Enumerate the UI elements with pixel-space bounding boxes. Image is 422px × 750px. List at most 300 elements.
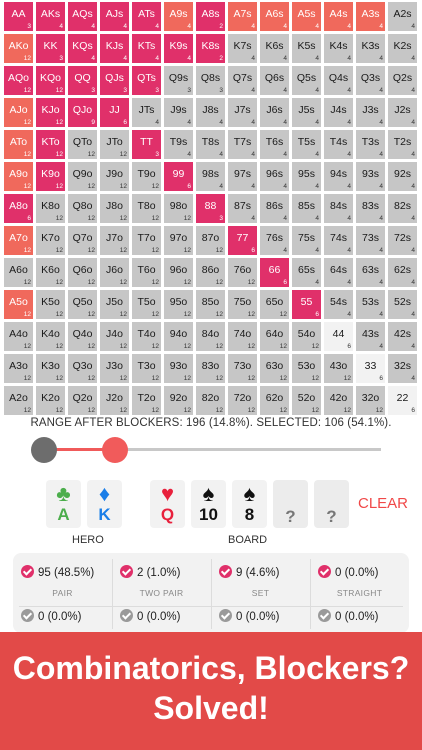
hand-combo-count: 6 bbox=[27, 215, 31, 222]
hand-cell[interactable] bbox=[228, 130, 257, 159]
hand-cell[interactable] bbox=[100, 98, 129, 127]
hand-cell[interactable] bbox=[388, 162, 417, 191]
hand-combo-count: 4 bbox=[155, 119, 159, 126]
hand-combo-count: 12 bbox=[151, 407, 159, 414]
hand-label: J2s bbox=[394, 104, 411, 116]
hand-cell[interactable] bbox=[164, 386, 193, 415]
hand-cell[interactable] bbox=[100, 194, 129, 223]
hand-cell[interactable] bbox=[100, 290, 129, 319]
hand-label: 92s bbox=[394, 168, 411, 180]
hand-label: 87o bbox=[201, 232, 220, 244]
hand-cell[interactable] bbox=[196, 98, 225, 127]
hand-cell[interactable] bbox=[132, 2, 161, 31]
hand-cell[interactable] bbox=[196, 34, 225, 63]
hand-cell[interactable] bbox=[100, 386, 129, 415]
hand-combo-count: 4 bbox=[219, 119, 223, 126]
hand-cell[interactable] bbox=[4, 162, 33, 191]
hand-cell[interactable] bbox=[100, 354, 129, 383]
hand-cell[interactable] bbox=[164, 2, 193, 31]
hand-cell[interactable] bbox=[260, 322, 289, 351]
hand-combo-count: 4 bbox=[315, 279, 319, 286]
hand-cell[interactable] bbox=[4, 98, 33, 127]
hand-label: 63s bbox=[362, 264, 379, 276]
hand-cell[interactable] bbox=[68, 386, 97, 415]
hand-combo-count: 4 bbox=[123, 23, 127, 30]
hand-cell[interactable] bbox=[260, 66, 289, 95]
hand-cell[interactable] bbox=[356, 130, 385, 159]
hand-cell[interactable] bbox=[324, 322, 353, 351]
hand-label: 64o bbox=[265, 328, 284, 340]
hand-cell[interactable] bbox=[324, 162, 353, 191]
hand-cell[interactable] bbox=[100, 130, 129, 159]
stat-pair[interactable] bbox=[13, 553, 112, 603]
hand-cell[interactable] bbox=[324, 354, 353, 383]
slider-min-handle[interactable] bbox=[31, 437, 57, 463]
hand-cell[interactable] bbox=[324, 194, 353, 223]
hand-combo-count: 12 bbox=[183, 279, 191, 286]
hand-combo-count: 3 bbox=[219, 87, 223, 94]
hand-label: Q2o bbox=[72, 392, 93, 404]
hand-range-grid bbox=[4, 2, 418, 414]
hand-combo-count: 12 bbox=[343, 375, 351, 382]
hand-combo-count: 6 bbox=[187, 183, 191, 190]
hand-combo-count: 12 bbox=[23, 343, 31, 350]
hand-cell[interactable] bbox=[292, 258, 321, 287]
hand-cell[interactable] bbox=[356, 162, 385, 191]
hand-cell[interactable] bbox=[228, 98, 257, 127]
hand-combo-count: 3 bbox=[155, 87, 159, 94]
hand-combo-count: 12 bbox=[215, 375, 223, 382]
promo-headline bbox=[0, 648, 422, 728]
hand-cell[interactable] bbox=[164, 354, 193, 383]
hand-cell[interactable] bbox=[36, 2, 65, 31]
hand-cell[interactable] bbox=[260, 2, 289, 31]
hand-cell[interactable] bbox=[4, 258, 33, 287]
hand-cell[interactable] bbox=[228, 66, 257, 95]
hand-combo-count: 12 bbox=[279, 311, 287, 318]
hand-cell[interactable] bbox=[132, 130, 161, 159]
hand-cell[interactable] bbox=[292, 162, 321, 191]
hand-cell[interactable] bbox=[228, 226, 257, 255]
hand-cell[interactable] bbox=[260, 258, 289, 287]
hand-combo-count: 3 bbox=[91, 87, 95, 94]
hand-cell[interactable] bbox=[68, 226, 97, 255]
hand-cell[interactable] bbox=[132, 162, 161, 191]
hand-combo-count: 12 bbox=[55, 311, 63, 318]
card-rank: 10 bbox=[199, 505, 218, 524]
check-icon[interactable] bbox=[318, 609, 331, 622]
hand-cell[interactable] bbox=[100, 322, 129, 351]
hand-cell[interactable] bbox=[164, 162, 193, 191]
hand-cell[interactable] bbox=[388, 66, 417, 95]
hand-label: T2o bbox=[137, 392, 156, 404]
hand-cell[interactable] bbox=[260, 194, 289, 223]
hand-cell[interactable] bbox=[132, 386, 161, 415]
hand-label: Q7o bbox=[72, 232, 93, 244]
hero-card[interactable] bbox=[46, 480, 81, 528]
hand-cell[interactable] bbox=[260, 354, 289, 383]
hand-cell[interactable] bbox=[36, 34, 65, 63]
hand-label: AQo bbox=[7, 72, 29, 84]
hand-combo-count: 4 bbox=[283, 23, 287, 30]
hand-cell[interactable] bbox=[36, 290, 65, 319]
hand-combo-count: 4 bbox=[251, 151, 255, 158]
hand-cell[interactable] bbox=[356, 322, 385, 351]
hand-cell[interactable] bbox=[100, 34, 129, 63]
hand-combo-count: 12 bbox=[87, 151, 95, 158]
hand-label: 92o bbox=[169, 392, 188, 404]
hand-label: A7s bbox=[233, 8, 252, 20]
hand-label: 44 bbox=[332, 328, 345, 340]
hand-label: T4s bbox=[329, 136, 348, 148]
hand-cell[interactable] bbox=[4, 354, 33, 383]
hand-label: 75o bbox=[233, 296, 252, 308]
hand-cell[interactable] bbox=[292, 194, 321, 223]
hand-combo-count: 12 bbox=[23, 183, 31, 190]
hand-cell[interactable] bbox=[68, 98, 97, 127]
hand-label: A4s bbox=[329, 8, 348, 20]
hand-label: 94o bbox=[169, 328, 188, 340]
hand-combo-count: 4 bbox=[411, 183, 415, 190]
hand-cell[interactable] bbox=[100, 258, 129, 287]
hand-cell[interactable] bbox=[36, 130, 65, 159]
hand-cell[interactable] bbox=[36, 386, 65, 415]
hand-label: K2o bbox=[41, 392, 60, 404]
hand-cell[interactable] bbox=[260, 98, 289, 127]
hand-cell[interactable] bbox=[164, 98, 193, 127]
hand-cell[interactable] bbox=[292, 322, 321, 351]
hand-cell[interactable] bbox=[36, 226, 65, 255]
hand-cell[interactable] bbox=[292, 66, 321, 95]
hand-cell[interactable] bbox=[164, 226, 193, 255]
hand-cell[interactable] bbox=[292, 34, 321, 63]
spade-icon: ♠ bbox=[202, 481, 215, 506]
hand-cell[interactable] bbox=[292, 130, 321, 159]
hand-cell[interactable] bbox=[196, 162, 225, 191]
hero-card[interactable] bbox=[87, 480, 122, 528]
hand-combo-count: 12 bbox=[55, 183, 63, 190]
stat-value bbox=[219, 565, 279, 579]
hand-combo-count: 12 bbox=[279, 343, 287, 350]
range-slider[interactable] bbox=[30, 437, 385, 463]
hand-label: 73o bbox=[233, 360, 252, 372]
hand-cell[interactable] bbox=[196, 354, 225, 383]
hand-combo-count: 12 bbox=[23, 279, 31, 286]
hand-combo-count: 3 bbox=[123, 87, 127, 94]
check-icon[interactable] bbox=[120, 609, 133, 622]
hand-cell[interactable] bbox=[36, 258, 65, 287]
hand-cell[interactable] bbox=[228, 34, 257, 63]
hand-cell[interactable] bbox=[324, 2, 353, 31]
hand-cell[interactable] bbox=[132, 66, 161, 95]
stat-set[interactable] bbox=[211, 553, 310, 603]
check-icon[interactable] bbox=[219, 565, 232, 578]
hand-combo-count: 4 bbox=[283, 215, 287, 222]
hand-cell[interactable] bbox=[356, 98, 385, 127]
hand-cell[interactable] bbox=[292, 386, 321, 415]
hand-cell[interactable] bbox=[356, 354, 385, 383]
board-card[interactable] bbox=[314, 480, 349, 528]
hand-cell[interactable] bbox=[260, 130, 289, 159]
hand-cell[interactable] bbox=[100, 66, 129, 95]
hand-stats-panel bbox=[13, 553, 409, 633]
hand-combo-count: 12 bbox=[247, 311, 255, 318]
hand-combo-count: 12 bbox=[279, 407, 287, 414]
hand-cell[interactable] bbox=[260, 34, 289, 63]
hand-label: J7s bbox=[234, 104, 251, 116]
hand-combo-count: 12 bbox=[215, 247, 223, 254]
hand-cell[interactable] bbox=[228, 290, 257, 319]
hand-cell[interactable] bbox=[388, 258, 417, 287]
hand-label: 93o bbox=[169, 360, 188, 372]
hand-combo-count: 4 bbox=[411, 343, 415, 350]
hand-label: 63o bbox=[265, 360, 284, 372]
hand-cell[interactable] bbox=[68, 34, 97, 63]
hand-cell[interactable] bbox=[388, 130, 417, 159]
hand-label: A3s bbox=[361, 8, 380, 20]
board-card[interactable] bbox=[232, 480, 267, 528]
hand-cell[interactable] bbox=[68, 66, 97, 95]
hand-cell[interactable] bbox=[260, 226, 289, 255]
hand-cell[interactable] bbox=[356, 386, 385, 415]
hand-cell[interactable] bbox=[388, 194, 417, 223]
hand-label: 43o bbox=[329, 360, 348, 372]
hand-combo-count: 4 bbox=[283, 247, 287, 254]
hand-cell[interactable] bbox=[388, 290, 417, 319]
check-icon[interactable] bbox=[21, 565, 34, 578]
board-card[interactable] bbox=[150, 480, 185, 528]
hand-label: T9s bbox=[169, 136, 188, 148]
hand-combo-count: 4 bbox=[411, 119, 415, 126]
hand-cell[interactable] bbox=[324, 66, 353, 95]
hand-combo-count: 4 bbox=[411, 23, 415, 30]
hand-cell[interactable] bbox=[388, 226, 417, 255]
hand-combo-count: 12 bbox=[215, 311, 223, 318]
stat-straight[interactable] bbox=[310, 553, 409, 603]
hand-combo-count: 6 bbox=[347, 343, 351, 350]
hand-cell[interactable] bbox=[132, 226, 161, 255]
stat-value bbox=[21, 565, 94, 579]
hand-label: 84o bbox=[201, 328, 220, 340]
hand-cell[interactable] bbox=[356, 34, 385, 63]
board-card[interactable] bbox=[273, 480, 308, 528]
hand-cell[interactable] bbox=[196, 290, 225, 319]
hand-cell[interactable] bbox=[196, 322, 225, 351]
check-icon[interactable] bbox=[318, 565, 331, 578]
check-icon[interactable] bbox=[120, 565, 133, 578]
hand-combo-count: 12 bbox=[55, 279, 63, 286]
hand-combo-count: 12 bbox=[23, 247, 31, 254]
hand-cell[interactable] bbox=[388, 98, 417, 127]
hand-cell[interactable] bbox=[388, 2, 417, 31]
hand-combo-count: 12 bbox=[183, 407, 191, 414]
hand-cell[interactable] bbox=[388, 34, 417, 63]
hand-combo-count: 4 bbox=[187, 23, 191, 30]
hand-cell[interactable] bbox=[292, 2, 321, 31]
hand-cell[interactable] bbox=[228, 162, 257, 191]
hand-cell[interactable] bbox=[356, 194, 385, 223]
hand-label: AJs bbox=[105, 8, 124, 20]
hand-cell[interactable] bbox=[228, 354, 257, 383]
hand-cell[interactable] bbox=[292, 354, 321, 383]
hand-cell[interactable] bbox=[68, 2, 97, 31]
hand-cell[interactable] bbox=[388, 322, 417, 351]
hand-cell[interactable] bbox=[356, 290, 385, 319]
hand-cell[interactable] bbox=[164, 322, 193, 351]
hand-combo-count: 6 bbox=[251, 247, 255, 254]
hand-cell[interactable] bbox=[132, 194, 161, 223]
hand-cell[interactable] bbox=[196, 66, 225, 95]
hand-combo-count: 4 bbox=[91, 55, 95, 62]
hand-cell[interactable] bbox=[164, 258, 193, 287]
hand-label: 86s bbox=[266, 200, 283, 212]
hand-cell[interactable] bbox=[4, 2, 33, 31]
card-rank: ? bbox=[326, 507, 337, 526]
board-card[interactable] bbox=[191, 480, 226, 528]
hand-cell[interactable] bbox=[100, 2, 129, 31]
hand-cell[interactable] bbox=[68, 162, 97, 191]
hand-label: KJo bbox=[41, 104, 60, 116]
hand-cell[interactable] bbox=[100, 162, 129, 191]
hand-combo-count: 12 bbox=[119, 407, 127, 414]
hand-label: K5o bbox=[41, 296, 60, 308]
hand-label: 88 bbox=[204, 200, 217, 212]
check-icon[interactable] bbox=[21, 609, 34, 622]
check-icon[interactable] bbox=[219, 609, 232, 622]
hand-cell[interactable] bbox=[164, 130, 193, 159]
hand-cell[interactable] bbox=[4, 130, 33, 159]
hand-cell[interactable] bbox=[36, 66, 65, 95]
card-rank: K bbox=[98, 505, 111, 524]
hand-cell[interactable] bbox=[132, 34, 161, 63]
hand-combo-count: 12 bbox=[311, 343, 319, 350]
hand-cell[interactable] bbox=[68, 290, 97, 319]
hand-cell[interactable] bbox=[132, 322, 161, 351]
hand-cell[interactable] bbox=[356, 2, 385, 31]
hand-cell[interactable] bbox=[228, 386, 257, 415]
hand-cell[interactable] bbox=[228, 2, 257, 31]
stat-count: 9 (4.6%) bbox=[236, 567, 280, 579]
hand-cell[interactable] bbox=[68, 194, 97, 223]
hand-combo-count: 12 bbox=[119, 343, 127, 350]
hero-label: HERO bbox=[72, 534, 104, 546]
hand-cell[interactable] bbox=[68, 258, 97, 287]
hand-cell[interactable] bbox=[228, 194, 257, 223]
hand-cell[interactable] bbox=[196, 226, 225, 255]
clear-button[interactable]: CLEAR bbox=[358, 495, 409, 512]
hand-cell[interactable] bbox=[4, 322, 33, 351]
hand-cell[interactable] bbox=[36, 98, 65, 127]
hand-cell[interactable] bbox=[260, 386, 289, 415]
hand-cell[interactable] bbox=[324, 290, 353, 319]
hand-cell[interactable] bbox=[324, 226, 353, 255]
hand-cell[interactable] bbox=[164, 34, 193, 63]
hand-cell[interactable] bbox=[324, 130, 353, 159]
hand-label: 76s bbox=[266, 232, 283, 244]
hand-cell[interactable] bbox=[324, 258, 353, 287]
hand-label: AA bbox=[11, 8, 26, 20]
hand-label: 52o bbox=[297, 392, 316, 404]
hand-cell[interactable] bbox=[68, 130, 97, 159]
hand-cell[interactable] bbox=[260, 290, 289, 319]
hand-label: 84s bbox=[330, 200, 347, 212]
hand-cell[interactable] bbox=[292, 226, 321, 255]
hand-cell[interactable] bbox=[228, 258, 257, 287]
hand-combo-count: 4 bbox=[379, 119, 383, 126]
hand-cell[interactable] bbox=[260, 162, 289, 191]
hand-cell[interactable] bbox=[356, 66, 385, 95]
hand-cell[interactable] bbox=[4, 34, 33, 63]
hand-cell[interactable] bbox=[4, 226, 33, 255]
hand-cell[interactable] bbox=[132, 354, 161, 383]
hand-combo-count: 12 bbox=[151, 247, 159, 254]
hand-combo-count: 12 bbox=[55, 343, 63, 350]
hand-cell[interactable] bbox=[132, 258, 161, 287]
hand-label: 74o bbox=[233, 328, 252, 340]
hand-cell[interactable] bbox=[4, 386, 33, 415]
hand-cell[interactable] bbox=[100, 226, 129, 255]
hand-cell[interactable] bbox=[196, 2, 225, 31]
hand-combo-count: 4 bbox=[411, 215, 415, 222]
hand-combo-count: 4 bbox=[347, 119, 351, 126]
hand-cell[interactable] bbox=[132, 98, 161, 127]
hand-cell[interactable] bbox=[196, 194, 225, 223]
stat-two-pair[interactable] bbox=[112, 553, 211, 603]
hand-combo-count: 4 bbox=[411, 55, 415, 62]
hand-cell[interactable] bbox=[228, 322, 257, 351]
hand-cell[interactable] bbox=[36, 354, 65, 383]
hand-cell[interactable] bbox=[196, 386, 225, 415]
hand-cell[interactable] bbox=[196, 130, 225, 159]
hand-cell[interactable] bbox=[196, 258, 225, 287]
hand-cell[interactable] bbox=[36, 322, 65, 351]
hand-label: 42s bbox=[394, 328, 411, 340]
hand-combo-count: 4 bbox=[411, 375, 415, 382]
hand-cell[interactable] bbox=[164, 66, 193, 95]
slider-max-handle[interactable] bbox=[102, 437, 128, 463]
hand-cell[interactable] bbox=[324, 386, 353, 415]
hand-label: Q3s bbox=[360, 72, 381, 84]
hand-label: 83s bbox=[362, 200, 379, 212]
hand-cell[interactable] bbox=[292, 98, 321, 127]
hand-cell[interactable] bbox=[68, 322, 97, 351]
hand-label: K3o bbox=[41, 360, 60, 372]
hand-combo-count: 4 bbox=[411, 151, 415, 158]
hand-cell[interactable] bbox=[4, 290, 33, 319]
hand-cell[interactable] bbox=[388, 386, 417, 415]
hand-combo-count: 4 bbox=[347, 55, 351, 62]
hand-label: T2s bbox=[393, 136, 412, 148]
hand-cell[interactable] bbox=[68, 354, 97, 383]
hand-combo-count: 4 bbox=[251, 215, 255, 222]
hand-cell[interactable] bbox=[36, 162, 65, 191]
hand-cell[interactable] bbox=[4, 66, 33, 95]
hand-cell[interactable] bbox=[36, 194, 65, 223]
hand-cell[interactable] bbox=[388, 354, 417, 383]
hand-cell[interactable] bbox=[356, 258, 385, 287]
hand-cell[interactable] bbox=[324, 34, 353, 63]
hand-cell[interactable] bbox=[132, 290, 161, 319]
hand-cell[interactable] bbox=[164, 194, 193, 223]
hand-cell[interactable] bbox=[4, 194, 33, 223]
hand-label: J6o bbox=[106, 264, 123, 276]
hand-label: J8s bbox=[202, 104, 219, 116]
hand-cell[interactable] bbox=[164, 290, 193, 319]
hand-cell[interactable] bbox=[356, 226, 385, 255]
hand-label: Q8s bbox=[200, 72, 221, 84]
hand-cell[interactable] bbox=[292, 290, 321, 319]
hand-cell[interactable] bbox=[324, 98, 353, 127]
